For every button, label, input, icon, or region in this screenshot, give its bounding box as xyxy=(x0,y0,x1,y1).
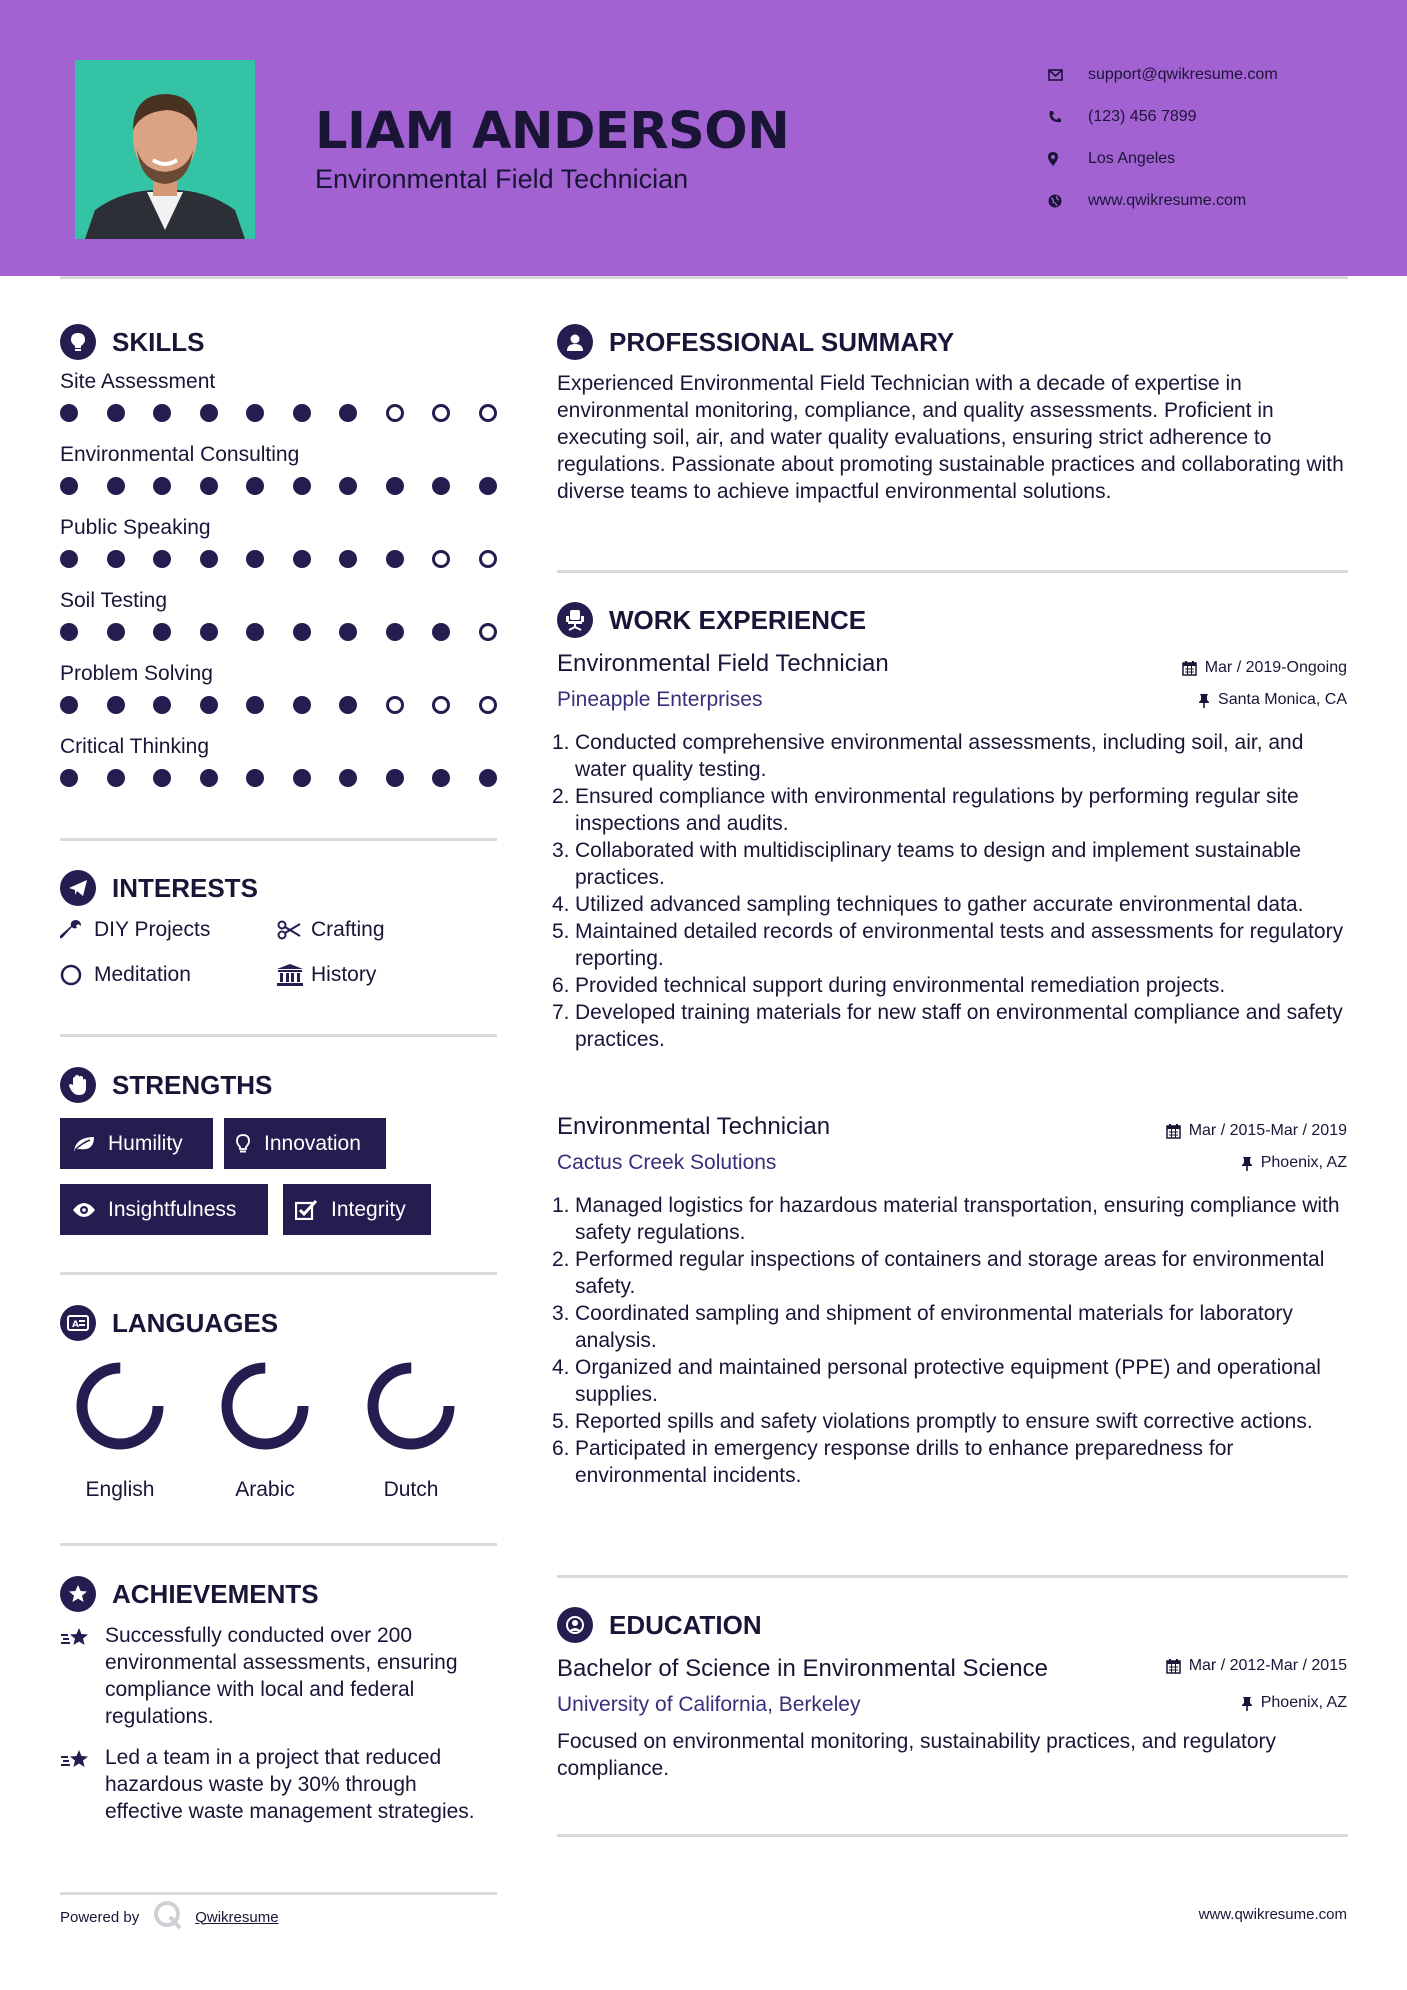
rating-dot-empty xyxy=(479,404,497,422)
svg-text:A: A xyxy=(72,1320,79,1330)
rating-dot-filled xyxy=(339,696,357,714)
job-title: Environmental Technician xyxy=(557,1113,831,1140)
job-duties xyxy=(552,729,1355,1053)
paper-plane-icon xyxy=(60,870,96,906)
section-divider xyxy=(60,1272,497,1275)
rating-dot-filled xyxy=(339,477,357,495)
duty-number: 1. xyxy=(552,731,570,754)
lightbulb-icon xyxy=(60,324,96,360)
job-dates-text: Mar / 2015-Mar / 2019 xyxy=(1188,1122,1347,1139)
calendar-icon xyxy=(1166,1124,1181,1139)
skill-name: Soil Testing xyxy=(60,589,168,612)
contact-phone[interactable] xyxy=(1048,96,1278,138)
section-divider xyxy=(60,838,497,841)
pushpin-icon xyxy=(1241,1696,1253,1711)
skill-rating xyxy=(60,696,497,714)
job-duties xyxy=(552,1192,1355,1489)
globe-icon xyxy=(1048,194,1088,208)
language-ring-arc xyxy=(373,1368,449,1444)
circle-icon xyxy=(60,964,94,986)
job-dates-text: Mar / 2019-Ongoing xyxy=(1204,659,1347,676)
skill-item xyxy=(60,662,500,714)
language-name: Dutch xyxy=(383,1478,439,1501)
language-item xyxy=(65,1358,175,1502)
duty-text: Developed training materials for new staff on environmental compliance and safety practices. xyxy=(575,1001,1343,1051)
job-duty xyxy=(552,999,1355,1053)
rating-dot-filled xyxy=(293,477,311,495)
rating-dot-filled xyxy=(386,769,404,787)
summary-text: Experienced Environmental Field Technician with a decade of expertise in environmental monitoring, compliance, and quality assessments. Proficient in executing soil, air, and water quality evaluations, ensuring strict adherence to regulations. Passionate about promoting sustainable practices and collaborating with diverse teams to achieve impactful environmental solutions. xyxy=(557,372,1344,503)
candidate-role: Environmental Field Technician xyxy=(315,164,689,194)
profile-photo xyxy=(75,60,255,239)
checkbox-icon xyxy=(295,1200,331,1220)
job-dates xyxy=(1182,659,1347,677)
language-ring xyxy=(217,1358,313,1454)
duty-text: Organized and maintained personal protective equipment (PPE) and operational supplies. xyxy=(575,1356,1321,1406)
rating-dot-filled xyxy=(200,769,218,787)
duty-text: Provided technical support during environmental remediation projects. xyxy=(575,974,1226,997)
skill-rating xyxy=(60,477,497,495)
education-heading-text: EDUCATION xyxy=(609,1609,762,1640)
summary-heading-text: PROFESSIONAL SUMMARY xyxy=(609,326,955,357)
skill-item xyxy=(60,443,500,495)
duty-text: Managed logistics for hazardous material transportation, ensuring compliance with safety regulations. xyxy=(575,1194,1340,1244)
pushpin-icon xyxy=(1241,1156,1253,1171)
rating-dot-filled xyxy=(60,477,78,495)
skill-rating xyxy=(60,404,497,422)
duty-number: 2. xyxy=(552,1248,570,1271)
interests-heading-text: INTERESTS xyxy=(112,872,258,903)
qwikresume-link[interactable]: Qwikresume xyxy=(195,1908,279,1926)
duty-text: Participated in emergency response drills to enhance preparedness for environmental incidents. xyxy=(575,1437,1234,1487)
rating-dot-filled xyxy=(60,404,78,422)
footer-powered-by xyxy=(60,1900,279,1934)
rating-dot-empty xyxy=(432,404,450,422)
interest-item xyxy=(60,963,191,987)
rating-dot-filled xyxy=(432,769,450,787)
duty-text: Conducted comprehensive environmental assessments, including soil, air, and water quality testing. xyxy=(575,731,1304,781)
rating-dot-filled xyxy=(200,623,218,641)
education-dates-text: Mar / 2012-Mar / 2015 xyxy=(1188,1657,1347,1674)
job-title: Environmental Field Technician xyxy=(557,650,889,677)
duty-text: Reported spills and safety violations promptly to ensure swift corrective actions. xyxy=(575,1410,1313,1433)
user-icon xyxy=(557,324,593,360)
section-divider xyxy=(557,570,1348,573)
rating-dot-filled xyxy=(386,477,404,495)
job-duty xyxy=(552,1435,1355,1489)
language-ring-arc xyxy=(82,1368,158,1444)
job-duty xyxy=(552,837,1355,891)
skill-rating xyxy=(60,769,497,787)
skill-name: Public Speaking xyxy=(60,516,211,539)
job-duty xyxy=(552,1300,1355,1354)
rating-dot-filled xyxy=(246,477,264,495)
rating-dot-filled xyxy=(107,769,125,787)
duty-number: 4. xyxy=(552,893,570,916)
job-duty xyxy=(552,918,1355,972)
section-divider xyxy=(60,1892,497,1895)
language-name: English xyxy=(85,1478,155,1501)
interest-label: Crafting xyxy=(311,918,385,941)
rating-dot-filled xyxy=(153,404,171,422)
language-item xyxy=(356,1358,466,1502)
interest-label: DIY Projects xyxy=(94,918,211,941)
rating-dot-filled xyxy=(60,769,78,787)
language-ring xyxy=(72,1358,168,1454)
rating-dot-empty xyxy=(479,623,497,641)
contact-list xyxy=(1048,54,1278,222)
skill-name: Problem Solving xyxy=(60,662,213,685)
language-item xyxy=(210,1358,320,1502)
graduate-icon xyxy=(557,1607,593,1643)
job-location xyxy=(1241,1154,1347,1172)
wrench-icon xyxy=(60,919,94,941)
strength-badge xyxy=(60,1184,268,1235)
rating-dot-filled xyxy=(107,477,125,495)
eye-icon xyxy=(72,1202,108,1218)
language-name: Arabic xyxy=(235,1478,295,1501)
achievement-item xyxy=(60,1622,500,1730)
job-duty xyxy=(552,1246,1355,1300)
rating-dot-filled xyxy=(200,550,218,568)
contact-website[interactable] xyxy=(1048,180,1278,222)
company-name: Pineapple Enterprises xyxy=(557,688,763,711)
rating-dot-filled xyxy=(386,623,404,641)
duty-text: Ensured compliance with environmental regulations by performing regular site inspections and audits. xyxy=(575,785,1299,835)
rating-dot-filled xyxy=(60,696,78,714)
job-location-text: Phoenix, AZ xyxy=(1260,1154,1347,1171)
company-name: Cactus Creek Solutions xyxy=(557,1151,777,1174)
rating-dot-filled xyxy=(107,696,125,714)
rating-dot-filled xyxy=(246,623,264,641)
education-dates xyxy=(1166,1657,1347,1675)
qwikresume-logo-icon xyxy=(153,1900,183,1934)
skill-rating xyxy=(60,623,497,641)
leaf-icon xyxy=(72,1135,108,1153)
section-divider xyxy=(557,1575,1348,1578)
achievement-item xyxy=(60,1744,500,1825)
interest-label: History xyxy=(311,963,377,986)
duty-number: 1. xyxy=(552,1194,570,1217)
duty-number: 6. xyxy=(552,974,570,997)
language-ring xyxy=(363,1358,459,1454)
rating-dot-filled xyxy=(339,769,357,787)
education-description: Focused on environmental monitoring, sustainability practices, and regulatory compliance. xyxy=(557,1730,1277,1780)
skill-name: Site Assessment xyxy=(60,370,216,393)
skill-name: Critical Thinking xyxy=(60,735,209,758)
star-badge-icon xyxy=(60,1576,96,1612)
strength-badge xyxy=(224,1118,386,1169)
interests-heading xyxy=(60,870,258,906)
rating-dot-filled xyxy=(432,477,450,495)
rating-dot-filled xyxy=(293,404,311,422)
skill-name: Environmental Consulting xyxy=(60,443,300,466)
phone-icon xyxy=(1048,110,1088,124)
contact-phone-text: (123) 456 7899 xyxy=(1088,108,1197,125)
languages-heading xyxy=(60,1305,278,1341)
strength-label: Integrity xyxy=(331,1197,406,1221)
rating-dot-filled xyxy=(246,404,264,422)
calendar-icon xyxy=(1182,661,1197,676)
rating-dot-filled xyxy=(293,623,311,641)
office-chair-icon xyxy=(557,602,593,638)
achievement-text: Successfully conducted over 200 environmental assessments, ensuring compliance with local and federal regulations. xyxy=(105,1624,458,1728)
section-divider xyxy=(557,1834,1348,1837)
scissors-icon xyxy=(277,920,311,940)
interest-label: Meditation xyxy=(94,963,191,986)
museum-icon xyxy=(277,964,311,986)
job-duty xyxy=(552,1354,1355,1408)
rating-dot-filled xyxy=(107,550,125,568)
education-location xyxy=(1241,1694,1347,1712)
section-divider xyxy=(60,1034,497,1037)
rating-dot-filled xyxy=(246,769,264,787)
rating-dot-filled xyxy=(200,477,218,495)
achievement-text: Led a team in a project that reduced hazardous waste by 30% through effective waste management strategies. xyxy=(105,1746,475,1823)
rating-dot-filled xyxy=(107,404,125,422)
duty-text: Coordinated sampling and shipment of environmental materials for laboratory analysis. xyxy=(575,1302,1293,1352)
powered-by-text: Powered by xyxy=(60,1908,140,1926)
header-divider xyxy=(60,276,1348,279)
rating-dot-filled xyxy=(293,769,311,787)
strengths-heading xyxy=(60,1067,272,1103)
resume-header xyxy=(0,0,1407,276)
strength-label: Insightfulness xyxy=(108,1197,237,1221)
rating-dot-filled xyxy=(246,696,264,714)
skill-item xyxy=(60,516,500,568)
language-ring-arc xyxy=(227,1368,303,1444)
duty-number: 3. xyxy=(552,1302,570,1325)
skill-item xyxy=(60,735,500,787)
job-duty xyxy=(552,783,1355,837)
rating-dot-empty xyxy=(432,696,450,714)
contact-website-text: www.qwikresume.com xyxy=(1088,192,1247,209)
strengths-heading-text: STRENGTHS xyxy=(112,1069,273,1100)
interest-item xyxy=(60,918,210,942)
duty-text: Performed regular inspections of containers and storage areas for environmental safety. xyxy=(575,1248,1325,1298)
skills-heading-text: SKILLS xyxy=(112,326,205,357)
hand-icon xyxy=(60,1067,96,1103)
rating-dot-filled xyxy=(479,477,497,495)
pushpin-icon xyxy=(1198,693,1210,708)
rating-dot-empty xyxy=(479,550,497,568)
rating-dot-filled xyxy=(432,623,450,641)
rating-dot-filled xyxy=(293,696,311,714)
rating-dot-filled xyxy=(153,477,171,495)
candidate-name: LIAM ANDERSON xyxy=(315,102,790,161)
rating-dot-empty xyxy=(386,696,404,714)
achievements-heading xyxy=(60,1576,319,1612)
rating-dot-empty xyxy=(479,696,497,714)
rating-dot-filled xyxy=(339,623,357,641)
duty-number: 7. xyxy=(552,1001,570,1024)
rating-dot-filled xyxy=(107,623,125,641)
rating-dot-filled xyxy=(293,550,311,568)
rating-dot-filled xyxy=(339,404,357,422)
school-name: University of California, Berkeley xyxy=(557,1693,861,1716)
calendar-icon xyxy=(1166,1659,1181,1674)
duty-number: 6. xyxy=(552,1437,570,1460)
job-duty xyxy=(552,891,1355,918)
language-card-icon xyxy=(60,1305,96,1341)
rating-dot-filled xyxy=(200,404,218,422)
achievements-heading-text: ACHIEVEMENTS xyxy=(112,1578,319,1609)
map-pin-icon xyxy=(1048,152,1088,166)
education-location-text: Phoenix, AZ xyxy=(1260,1694,1347,1711)
rating-dot-filled xyxy=(386,550,404,568)
degree-title: Bachelor of Science in Environmental Science xyxy=(557,1655,1048,1682)
rating-dot-filled xyxy=(153,696,171,714)
rating-dot-filled xyxy=(479,769,497,787)
job-location xyxy=(1198,691,1347,709)
job-duty xyxy=(552,729,1355,783)
duty-text: Maintained detailed records of environmental tests and assessments for regulatory reporting. xyxy=(575,920,1344,970)
rating-dot-filled xyxy=(246,550,264,568)
skill-item xyxy=(60,589,500,641)
job-duty xyxy=(552,972,1355,999)
rating-dot-filled xyxy=(153,769,171,787)
job-location-text: Santa Monica, CA xyxy=(1218,691,1347,708)
job-duty xyxy=(552,1192,1355,1246)
rating-dot-filled xyxy=(153,550,171,568)
rating-dot-filled xyxy=(153,623,171,641)
footer-website-link[interactable]: www.qwikresume.com xyxy=(1198,1906,1347,1923)
contact-location xyxy=(1048,138,1278,180)
job-duty xyxy=(552,1408,1355,1435)
rating-dot-empty xyxy=(432,550,450,568)
contact-email[interactable] xyxy=(1048,54,1278,96)
lightbulb-icon xyxy=(236,1134,264,1154)
skill-item xyxy=(60,370,500,422)
duty-number: 5. xyxy=(552,1410,570,1433)
job-dates xyxy=(1166,1122,1347,1140)
contact-location-text: Los Angeles xyxy=(1088,150,1176,167)
section-divider xyxy=(60,1543,497,1546)
interest-item xyxy=(277,918,385,942)
education-heading xyxy=(557,1607,762,1643)
skills-heading xyxy=(60,324,204,360)
strength-label: Innovation xyxy=(264,1131,361,1155)
experience-heading xyxy=(557,602,866,638)
summary-heading xyxy=(557,324,954,360)
interest-item xyxy=(277,963,376,987)
languages-heading-text: LANGUAGES xyxy=(112,1307,279,1338)
strength-label: Humility xyxy=(108,1131,183,1155)
duty-text: Utilized advanced sampling techniques to gather accurate environmental data. xyxy=(575,893,1304,916)
duty-number: 3. xyxy=(552,839,570,862)
shooting-star-icon xyxy=(60,1744,105,1825)
strength-badge xyxy=(283,1184,431,1235)
rating-dot-filled xyxy=(60,550,78,568)
duty-number: 5. xyxy=(552,920,570,943)
rating-dot-filled xyxy=(60,623,78,641)
rating-dot-filled xyxy=(339,550,357,568)
skill-rating xyxy=(60,550,497,568)
duty-number: 2. xyxy=(552,785,570,808)
shooting-star-icon xyxy=(60,1622,105,1730)
duty-number: 4. xyxy=(552,1356,570,1379)
contact-email-text: support@qwikresume.com xyxy=(1088,66,1278,83)
rating-dot-empty xyxy=(386,404,404,422)
experience-heading-text: WORK EXPERIENCE xyxy=(609,604,867,635)
rating-dot-filled xyxy=(200,696,218,714)
envelope-icon xyxy=(1048,69,1088,81)
duty-text: Collaborated with multidisciplinary teams to design and implement sustainable practices. xyxy=(575,839,1302,889)
strength-badge xyxy=(60,1118,213,1169)
